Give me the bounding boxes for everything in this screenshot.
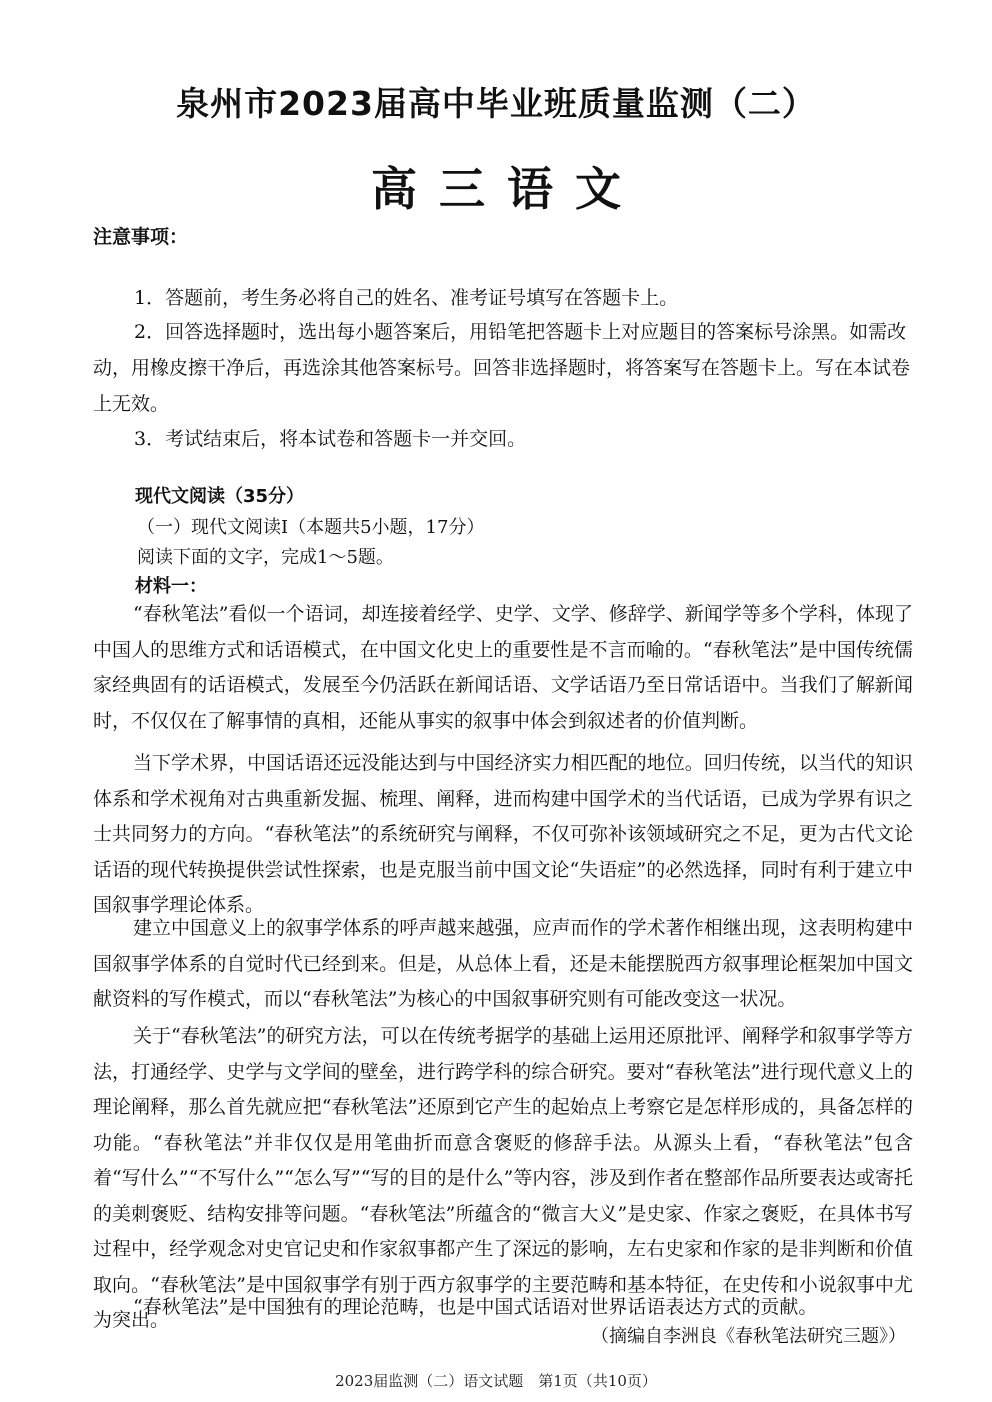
body-paragraph-3: 建立中国意义上的叙事学体系的呼声越来越强，应声而作的学术著作相继出现，这表明构建中国叙事学体系的自觉时代已经到来。但是，从总体上看，还是未能摆脱西方叙事理论框架加中国文献资料的写作模式，而以“春秋笔法”为核心的中国叙事研究则有可能改变这一状况。	[93, 917, 913, 1010]
notice-item-text: 3．考试结束后，将本试卷和答题卡一并交回。	[134, 428, 527, 450]
notice-item-text: 2．回答选择题时，选出每小题答案后，用铅笔把答题卡上对应题目的答案标号涂黑。如需改动，用橡皮擦干净后，再选涂其他答案标号。回答非选择题时，将答案写在答题卡上。写在本试卷上无效。	[93, 321, 911, 415]
subject-title: 高三语文	[371, 162, 643, 216]
notice-item-2	[93, 314, 913, 422]
body-paragraph-5: “春秋笔法”是中国独有的理论范畴，也是中国式话语对世界话语表达方式的贡献。	[133, 1296, 818, 1318]
section-subheading: （一）现代文阅读Ⅰ（本题共5小题，17分）	[137, 517, 485, 538]
notice-heading: 注意事项：	[93, 226, 189, 248]
notice-item-1	[93, 280, 913, 316]
notice-item-3	[93, 421, 913, 457]
reading-instruction: 阅读下面的文字，完成1～5题。	[137, 547, 394, 568]
body-paragraph-4: 关于“春秋笔法”的研究方法，可以在传统考据学的基础上运用还原批评、阐释学和叙事学等方法，打通经学、史学与文学间的壁垒，进行跨学科的综合研究。要对“春秋笔法”进行现代意义上的理论阐释，那么首先就应把“春秋笔法”还原到它产生的起始点上考察它是怎样形成的，具备怎样的功能。“春秋笔法”并非仅仅是用笔曲折而意含褒贬的修辞手法。从源头上看，“春秋笔法”包含着“写什么”“不写什么”“怎么写”“写的目的是什么”等内容，涉及到作者在整部作品所要表达或寄托的美刺褒贬、结构安排等问题。“春秋笔法”所蕴含的“微言大义”是史家、作家之褒贬，在具体书写过程中，经学观念对史官记史和作家叙事都产生了深远的影响，左右史家和作家的是非判断和价值取向。“春秋笔法”是中国叙事学有别于西方叙事学的主要范畴和基本特征，在史传和小说叙事中尤为突出。	[93, 1025, 913, 1331]
section-heading: 现代文阅读（35分）	[135, 486, 305, 507]
exam-title: 泉州市2023届高中毕业班质量监测（二）	[176, 84, 816, 123]
page-footer: 2023届监测（二）语文试题 第1页（共10页）	[335, 1372, 657, 1390]
material-label: 材料一：	[135, 576, 207, 597]
body-paragraph-2: 当下学术界，中国话语还远没能达到与中国经济实力相匹配的地位。回归传统，以当代的知识体系和学术视角对古典重新发掘、梳理、阐释，进而构建中国学术的当代话语，已成为学界有识之士共同努力的方向。“春秋笔法”的系统研究与阐释，不仅可弥补该领域研究之不足，更为古代文论话语的现代转换提供尝试性探索，也是克服当前中国文论“失语症”的必然选择，同时有利于建立中国叙事学理论体系。	[93, 752, 913, 916]
notice-item-text: 1．答题前，考生务必将自己的姓名、准考证号填写在答题卡上。	[134, 287, 679, 309]
source-citation: （摘编自李洲良《春秋笔法研究三题》）	[591, 1326, 906, 1347]
body-paragraph-1: “春秋笔法”看似一个语词，却连接着经学、史学、文学、修辞学、新闻学等多个学科，体现了中国人的思维方式和话语模式，在中国文化史上的重要性是不言而喻的。“春秋笔法”是中国传统儒家经典固有的话语模式，发展至今仍活跃在新闻话语、文学话语乃至日常话语中。当我们了解新闻时，不仅仅在了解事情的真相，还能从事实的叙事中体会到叙述者的价值判断。	[93, 603, 913, 732]
